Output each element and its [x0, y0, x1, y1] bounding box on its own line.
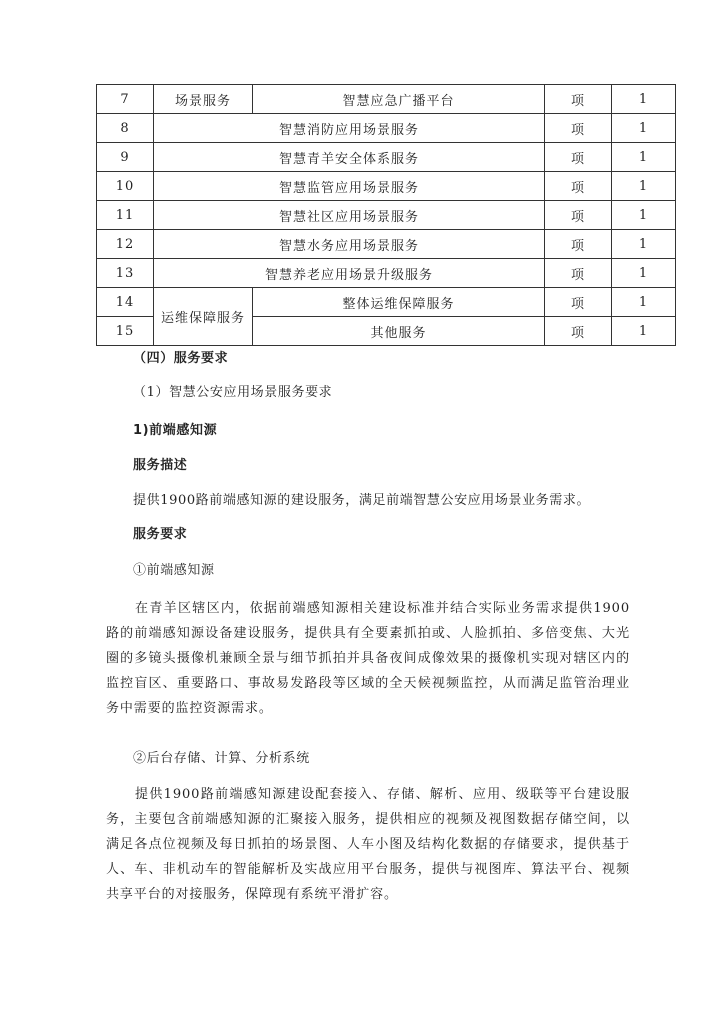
row-unit: 项	[545, 317, 612, 346]
row-qty: 1	[612, 201, 676, 230]
sub-title: （1）智慧公安应用场景服务要求	[133, 385, 333, 400]
row-unit: 项	[545, 259, 612, 288]
heading-service-requirements: 服务要求	[133, 527, 188, 542]
table-row	[97, 288, 676, 317]
table-row	[97, 230, 676, 259]
row-number: 11	[97, 201, 154, 230]
row-number: 15	[97, 317, 154, 346]
row-unit: 项	[545, 114, 612, 143]
row-number: 8	[97, 114, 154, 143]
row-qty: 1	[612, 114, 676, 143]
row-unit: 项	[545, 85, 612, 114]
item-2-title: ②后台存储、计算、分析系统	[133, 751, 310, 766]
table-row	[97, 172, 676, 201]
row-qty: 1	[612, 85, 676, 114]
row-group: 运维保障服务	[154, 288, 253, 346]
row-qty: 1	[612, 317, 676, 346]
row-qty: 1	[612, 230, 676, 259]
row-number: 10	[97, 172, 154, 201]
row-unit: 项	[545, 172, 612, 201]
row-qty: 1	[612, 143, 676, 172]
table-row	[97, 259, 676, 288]
item-2-body: 提供1900路前端感知源建设配套接入、存储、解析、应用、级联等平台建设服务，主要包含前端感知源的汇聚接入服务，提供相应的视频及视图数据存储空间，以满足各点位视频及每日抓拍的场景图、人车小图及结构化数据的存储要求，提供基于人、车、非机动车的智能解析及实战应用平台服务，提供与视图库、算法平台、视频共享平台的对接服务，保障现有系统平滑扩容。	[106, 787, 630, 902]
table-row	[97, 85, 676, 114]
row-item: 智慧监管应用场景服务	[154, 172, 545, 201]
section-title: （四）服务要求	[133, 351, 229, 366]
heading-front-sensor: 1)前端感知源	[133, 423, 218, 438]
row-number: 7	[97, 85, 154, 114]
heading-service-description: 服务描述	[133, 458, 188, 473]
row-group: 场景服务	[154, 85, 253, 114]
row-qty: 1	[612, 259, 676, 288]
row-unit: 项	[545, 288, 612, 317]
item-1-body: 在青羊区辖区内，依据前端感知源相关建设标准并结合实际业务需求提供1900路的前端感知源设备建设服务，提供具有全要素抓拍或、人脸抓拍、多倍变焦、大光圈的多镜头摄像机兼顾全景与细节抓拍并具备夜间成像效果的摄像机实现对辖区内的监控盲区、重要路口、事故易发路段等区域的全天候视频监控，从而满足监管治理业务中需要的监控资源需求。	[106, 601, 630, 716]
row-number: 9	[97, 143, 154, 172]
row-qty: 1	[612, 288, 676, 317]
table-row	[97, 201, 676, 230]
table-row	[97, 114, 676, 143]
table-row	[97, 143, 676, 172]
row-item: 智慧青羊安全体系服务	[154, 143, 545, 172]
item-1-title: ①前端感知源	[133, 563, 215, 578]
row-item: 智慧养老应用场景升级服务	[154, 259, 545, 288]
row-number: 13	[97, 259, 154, 288]
row-item: 智慧应急广播平台	[253, 85, 545, 114]
row-qty: 1	[612, 172, 676, 201]
row-item: 整体运维保障服务	[253, 288, 545, 317]
row-item: 其他服务	[253, 317, 545, 346]
row-unit: 项	[545, 143, 612, 172]
row-unit: 项	[545, 230, 612, 259]
row-unit: 项	[545, 201, 612, 230]
row-item: 智慧水务应用场景服务	[154, 230, 545, 259]
description-paragraph: 提供1900路前端感知源的建设服务，满足前端智慧公安应用场景业务需求。	[133, 493, 591, 508]
service-table	[96, 84, 676, 346]
row-number: 14	[97, 288, 154, 317]
row-number: 12	[97, 230, 154, 259]
row-item: 智慧消防应用场景服务	[154, 114, 545, 143]
row-item: 智慧社区应用场景服务	[154, 201, 545, 230]
